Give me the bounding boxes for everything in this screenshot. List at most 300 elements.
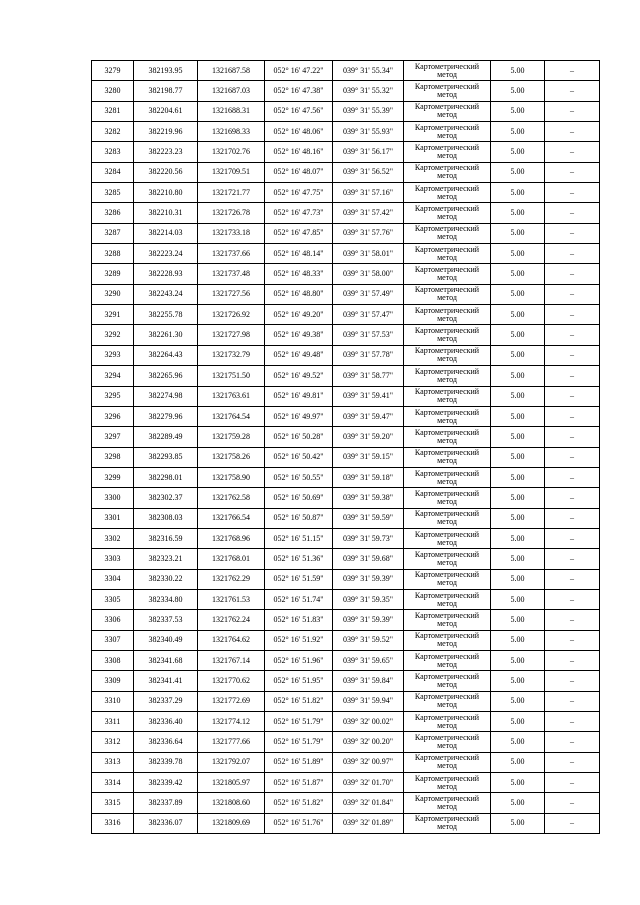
accuracy-cell: 5.00 — [491, 366, 545, 386]
note-cell: – — [545, 447, 600, 467]
longitude-cell: 039° 32' 00.97" — [333, 752, 404, 772]
coordinates-table — [91, 60, 600, 834]
method-cell: Картометрический метод — [404, 264, 491, 284]
point-number-cell: 3295 — [92, 386, 134, 406]
note-cell: – — [545, 691, 600, 711]
method-cell: Картометрический метод — [404, 81, 491, 101]
point-number-cell: 3281 — [92, 101, 134, 121]
accuracy-cell: 5.00 — [491, 223, 545, 243]
latitude-cell: 052° 16' 48.80" — [265, 284, 333, 304]
method-cell: Картометрический метод — [404, 610, 491, 630]
x-coordinate-cell: 382210.80 — [134, 183, 198, 203]
table-row — [92, 508, 600, 528]
x-coordinate-cell: 382214.03 — [134, 223, 198, 243]
note-cell: – — [545, 366, 600, 386]
accuracy-cell: 5.00 — [491, 752, 545, 772]
point-number-cell: 3282 — [92, 122, 134, 142]
point-number-cell: 3306 — [92, 610, 134, 630]
table-row — [92, 162, 600, 182]
point-number-cell: 3316 — [92, 813, 134, 833]
longitude-cell: 039° 31' 59.15" — [333, 447, 404, 467]
method-cell: Картометрический метод — [404, 366, 491, 386]
table-row — [92, 610, 600, 630]
method-cell: Картометрический метод — [404, 223, 491, 243]
longitude-cell: 039° 31' 59.20" — [333, 427, 404, 447]
method-cell: Картометрический метод — [404, 325, 491, 345]
y-coordinate-cell: 1321726.78 — [198, 203, 265, 223]
y-coordinate-cell: 1321727.56 — [198, 284, 265, 304]
latitude-cell: 052° 16' 51.87" — [265, 773, 333, 793]
x-coordinate-cell: 382339.42 — [134, 773, 198, 793]
method-cell: Картометрический метод — [404, 671, 491, 691]
note-cell: – — [545, 183, 600, 203]
latitude-cell: 052° 16' 49.52" — [265, 366, 333, 386]
latitude-cell: 052° 16' 48.33" — [265, 264, 333, 284]
latitude-cell: 052° 16' 51.96" — [265, 650, 333, 670]
table-row — [92, 528, 600, 548]
method-cell: Картометрический метод — [404, 650, 491, 670]
method-cell: Картометрический метод — [404, 813, 491, 833]
table-row — [92, 671, 600, 691]
point-number-cell: 3294 — [92, 366, 134, 386]
table-row — [92, 223, 600, 243]
y-coordinate-cell: 1321732.79 — [198, 345, 265, 365]
longitude-cell: 039° 31' 55.39" — [333, 101, 404, 121]
accuracy-cell: 5.00 — [491, 447, 545, 467]
x-coordinate-cell: 382336.64 — [134, 732, 198, 752]
x-coordinate-cell: 382219.96 — [134, 122, 198, 142]
accuracy-cell: 5.00 — [491, 101, 545, 121]
y-coordinate-cell: 1321766.54 — [198, 508, 265, 528]
note-cell: – — [545, 589, 600, 609]
note-cell: – — [545, 284, 600, 304]
longitude-cell: 039° 31' 59.18" — [333, 467, 404, 487]
y-coordinate-cell: 1321687.58 — [198, 61, 265, 81]
method-cell: Картометрический метод — [404, 569, 491, 589]
note-cell: – — [545, 61, 600, 81]
x-coordinate-cell: 382336.40 — [134, 712, 198, 732]
longitude-cell: 039° 32' 01.89" — [333, 813, 404, 833]
method-cell: Картометрический метод — [404, 752, 491, 772]
table-row — [92, 244, 600, 264]
accuracy-cell: 5.00 — [491, 406, 545, 426]
accuracy-cell: 5.00 — [491, 712, 545, 732]
method-cell: Картометрический метод — [404, 61, 491, 81]
longitude-cell: 039° 31' 59.52" — [333, 630, 404, 650]
latitude-cell: 052° 16' 47.22" — [265, 61, 333, 81]
latitude-cell: 052° 16' 50.87" — [265, 508, 333, 528]
table-row — [92, 650, 600, 670]
method-cell: Картометрический метод — [404, 691, 491, 711]
accuracy-cell: 5.00 — [491, 549, 545, 569]
x-coordinate-cell: 382330.22 — [134, 569, 198, 589]
longitude-cell: 039° 31' 59.39" — [333, 610, 404, 630]
latitude-cell: 052° 16' 48.07" — [265, 162, 333, 182]
x-coordinate-cell: 382308.03 — [134, 508, 198, 528]
longitude-cell: 039° 31' 59.38" — [333, 488, 404, 508]
note-cell: – — [545, 162, 600, 182]
y-coordinate-cell: 1321726.92 — [198, 305, 265, 325]
point-number-cell: 3287 — [92, 223, 134, 243]
accuracy-cell: 5.00 — [491, 630, 545, 650]
point-number-cell: 3284 — [92, 162, 134, 182]
table-row — [92, 732, 600, 752]
x-coordinate-cell: 382265.96 — [134, 366, 198, 386]
table-row — [92, 488, 600, 508]
accuracy-cell: 5.00 — [491, 671, 545, 691]
table-row — [92, 101, 600, 121]
latitude-cell: 052° 16' 51.76" — [265, 813, 333, 833]
latitude-cell: 052° 16' 48.06" — [265, 122, 333, 142]
point-number-cell: 3298 — [92, 447, 134, 467]
point-number-cell: 3313 — [92, 752, 134, 772]
y-coordinate-cell: 1321761.53 — [198, 589, 265, 609]
table-row — [92, 264, 600, 284]
latitude-cell: 052° 16' 50.69" — [265, 488, 333, 508]
note-cell: – — [545, 569, 600, 589]
method-cell: Картометрический метод — [404, 488, 491, 508]
x-coordinate-cell: 382255.78 — [134, 305, 198, 325]
x-coordinate-cell: 382302.37 — [134, 488, 198, 508]
note-cell: – — [545, 488, 600, 508]
table-row — [92, 569, 600, 589]
y-coordinate-cell: 1321688.31 — [198, 101, 265, 121]
method-cell: Картометрический метод — [404, 305, 491, 325]
point-number-cell: 3301 — [92, 508, 134, 528]
longitude-cell: 039° 31' 56.52" — [333, 162, 404, 182]
note-cell: – — [545, 264, 600, 284]
latitude-cell: 052° 16' 50.55" — [265, 467, 333, 487]
y-coordinate-cell: 1321762.29 — [198, 569, 265, 589]
table-row — [92, 345, 600, 365]
latitude-cell: 052° 16' 47.85" — [265, 223, 333, 243]
table-row — [92, 183, 600, 203]
method-cell: Картометрический метод — [404, 427, 491, 447]
latitude-cell: 052° 16' 49.38" — [265, 325, 333, 345]
point-number-cell: 3304 — [92, 569, 134, 589]
latitude-cell: 052° 16' 48.14" — [265, 244, 333, 264]
table-row — [92, 793, 600, 813]
method-cell: Картометрический метод — [404, 386, 491, 406]
longitude-cell: 039° 31' 57.42" — [333, 203, 404, 223]
point-number-cell: 3310 — [92, 691, 134, 711]
x-coordinate-cell: 382279.96 — [134, 406, 198, 426]
longitude-cell: 039° 31' 56.17" — [333, 142, 404, 162]
y-coordinate-cell: 1321758.26 — [198, 447, 265, 467]
y-coordinate-cell: 1321777.66 — [198, 732, 265, 752]
latitude-cell: 052° 16' 50.42" — [265, 447, 333, 467]
y-coordinate-cell: 1321762.58 — [198, 488, 265, 508]
y-coordinate-cell: 1321727.98 — [198, 325, 265, 345]
note-cell: – — [545, 142, 600, 162]
accuracy-cell: 5.00 — [491, 122, 545, 142]
x-coordinate-cell: 382228.93 — [134, 264, 198, 284]
y-coordinate-cell: 1321763.61 — [198, 386, 265, 406]
longitude-cell: 039° 31' 59.68" — [333, 549, 404, 569]
point-number-cell: 3297 — [92, 427, 134, 447]
y-coordinate-cell: 1321770.62 — [198, 671, 265, 691]
x-coordinate-cell: 382289.49 — [134, 427, 198, 447]
method-cell: Картометрический метод — [404, 732, 491, 752]
point-number-cell: 3299 — [92, 467, 134, 487]
method-cell: Картометрический метод — [404, 345, 491, 365]
x-coordinate-cell: 382336.07 — [134, 813, 198, 833]
note-cell: – — [545, 203, 600, 223]
y-coordinate-cell: 1321767.14 — [198, 650, 265, 670]
method-cell: Картометрический метод — [404, 284, 491, 304]
longitude-cell: 039° 31' 57.76" — [333, 223, 404, 243]
accuracy-cell: 5.00 — [491, 508, 545, 528]
method-cell: Картометрический метод — [404, 122, 491, 142]
longitude-cell: 039° 31' 58.00" — [333, 264, 404, 284]
x-coordinate-cell: 382198.77 — [134, 81, 198, 101]
x-coordinate-cell: 382293.85 — [134, 447, 198, 467]
latitude-cell: 052° 16' 49.97" — [265, 406, 333, 426]
point-number-cell: 3311 — [92, 712, 134, 732]
table-row — [92, 305, 600, 325]
note-cell: – — [545, 305, 600, 325]
method-cell: Картометрический метод — [404, 528, 491, 548]
point-number-cell: 3288 — [92, 244, 134, 264]
x-coordinate-cell: 382337.89 — [134, 793, 198, 813]
table-row — [92, 752, 600, 772]
method-cell: Картометрический метод — [404, 712, 491, 732]
x-coordinate-cell: 382274.98 — [134, 386, 198, 406]
longitude-cell: 039° 31' 55.93" — [333, 122, 404, 142]
longitude-cell: 039° 32' 01.70" — [333, 773, 404, 793]
note-cell: – — [545, 122, 600, 142]
note-cell: – — [545, 630, 600, 650]
latitude-cell: 052° 16' 51.15" — [265, 528, 333, 548]
method-cell: Картометрический метод — [404, 793, 491, 813]
table-row — [92, 142, 600, 162]
y-coordinate-cell: 1321737.48 — [198, 264, 265, 284]
x-coordinate-cell: 382337.29 — [134, 691, 198, 711]
x-coordinate-cell: 382243.24 — [134, 284, 198, 304]
note-cell: – — [545, 81, 600, 101]
point-number-cell: 3283 — [92, 142, 134, 162]
x-coordinate-cell: 382220.56 — [134, 162, 198, 182]
table-row — [92, 712, 600, 732]
point-number-cell: 3307 — [92, 630, 134, 650]
accuracy-cell: 5.00 — [491, 61, 545, 81]
coordinates-table-body — [92, 61, 600, 834]
method-cell: Картометрический метод — [404, 467, 491, 487]
x-coordinate-cell: 382298.01 — [134, 467, 198, 487]
accuracy-cell: 5.00 — [491, 732, 545, 752]
point-number-cell: 3293 — [92, 345, 134, 365]
note-cell: – — [545, 773, 600, 793]
note-cell: – — [545, 752, 600, 772]
latitude-cell: 052° 16' 48.16" — [265, 142, 333, 162]
longitude-cell: 039° 31' 59.47" — [333, 406, 404, 426]
accuracy-cell: 5.00 — [491, 81, 545, 101]
longitude-cell: 039° 31' 58.01" — [333, 244, 404, 264]
latitude-cell: 052° 16' 51.74" — [265, 589, 333, 609]
table-row — [92, 325, 600, 345]
accuracy-cell: 5.00 — [491, 264, 545, 284]
longitude-cell: 039° 31' 59.84" — [333, 671, 404, 691]
latitude-cell: 052° 16' 51.92" — [265, 630, 333, 650]
accuracy-cell: 5.00 — [491, 305, 545, 325]
longitude-cell: 039° 32' 01.84" — [333, 793, 404, 813]
point-number-cell: 3292 — [92, 325, 134, 345]
y-coordinate-cell: 1321774.12 — [198, 712, 265, 732]
point-number-cell: 3305 — [92, 589, 134, 609]
accuracy-cell: 5.00 — [491, 142, 545, 162]
y-coordinate-cell: 1321698.33 — [198, 122, 265, 142]
x-coordinate-cell: 382193.95 — [134, 61, 198, 81]
table-row — [92, 406, 600, 426]
latitude-cell: 052° 16' 47.38" — [265, 81, 333, 101]
note-cell: – — [545, 386, 600, 406]
point-number-cell: 3302 — [92, 528, 134, 548]
longitude-cell: 039° 31' 59.35" — [333, 589, 404, 609]
point-number-cell: 3315 — [92, 793, 134, 813]
x-coordinate-cell: 382339.78 — [134, 752, 198, 772]
y-coordinate-cell: 1321702.76 — [198, 142, 265, 162]
table-row — [92, 549, 600, 569]
point-number-cell: 3308 — [92, 650, 134, 670]
table-row — [92, 386, 600, 406]
longitude-cell: 039° 31' 59.65" — [333, 650, 404, 670]
longitude-cell: 039° 31' 59.59" — [333, 508, 404, 528]
y-coordinate-cell: 1321709.51 — [198, 162, 265, 182]
longitude-cell: 039° 32' 00.20" — [333, 732, 404, 752]
note-cell: – — [545, 650, 600, 670]
latitude-cell: 052° 16' 51.83" — [265, 610, 333, 630]
note-cell: – — [545, 549, 600, 569]
table-row — [92, 691, 600, 711]
point-number-cell: 3279 — [92, 61, 134, 81]
point-number-cell: 3312 — [92, 732, 134, 752]
latitude-cell: 052° 16' 51.82" — [265, 691, 333, 711]
x-coordinate-cell: 382223.24 — [134, 244, 198, 264]
latitude-cell: 052° 16' 51.36" — [265, 549, 333, 569]
latitude-cell: 052° 16' 51.82" — [265, 793, 333, 813]
note-cell: – — [545, 244, 600, 264]
latitude-cell: 052° 16' 51.79" — [265, 732, 333, 752]
y-coordinate-cell: 1321762.24 — [198, 610, 265, 630]
longitude-cell: 039° 31' 59.94" — [333, 691, 404, 711]
y-coordinate-cell: 1321809.69 — [198, 813, 265, 833]
y-coordinate-cell: 1321721.77 — [198, 183, 265, 203]
point-number-cell: 3300 — [92, 488, 134, 508]
table-row — [92, 630, 600, 650]
accuracy-cell: 5.00 — [491, 427, 545, 447]
table-row — [92, 813, 600, 833]
latitude-cell: 052° 16' 50.28" — [265, 427, 333, 447]
y-coordinate-cell: 1321805.97 — [198, 773, 265, 793]
accuracy-cell: 5.00 — [491, 691, 545, 711]
y-coordinate-cell: 1321808.60 — [198, 793, 265, 813]
longitude-cell: 039° 31' 59.41" — [333, 386, 404, 406]
point-number-cell: 3291 — [92, 305, 134, 325]
note-cell: – — [545, 427, 600, 447]
y-coordinate-cell: 1321751.50 — [198, 366, 265, 386]
point-number-cell: 3309 — [92, 671, 134, 691]
note-cell: – — [545, 671, 600, 691]
accuracy-cell: 5.00 — [491, 793, 545, 813]
note-cell: – — [545, 101, 600, 121]
accuracy-cell: 5.00 — [491, 610, 545, 630]
accuracy-cell: 5.00 — [491, 244, 545, 264]
accuracy-cell: 5.00 — [491, 183, 545, 203]
accuracy-cell: 5.00 — [491, 589, 545, 609]
y-coordinate-cell: 1321758.90 — [198, 467, 265, 487]
table-row — [92, 203, 600, 223]
latitude-cell: 052° 16' 47.56" — [265, 101, 333, 121]
method-cell: Картометрический метод — [404, 773, 491, 793]
note-cell: – — [545, 732, 600, 752]
point-number-cell: 3296 — [92, 406, 134, 426]
x-coordinate-cell: 382264.43 — [134, 345, 198, 365]
accuracy-cell: 5.00 — [491, 650, 545, 670]
x-coordinate-cell: 382341.41 — [134, 671, 198, 691]
accuracy-cell: 5.00 — [491, 467, 545, 487]
longitude-cell: 039° 31' 59.39" — [333, 569, 404, 589]
method-cell: Картометрический метод — [404, 142, 491, 162]
y-coordinate-cell: 1321764.62 — [198, 630, 265, 650]
y-coordinate-cell: 1321772.69 — [198, 691, 265, 711]
method-cell: Картометрический метод — [404, 244, 491, 264]
y-coordinate-cell: 1321792.07 — [198, 752, 265, 772]
longitude-cell: 039° 31' 55.32" — [333, 81, 404, 101]
accuracy-cell: 5.00 — [491, 528, 545, 548]
x-coordinate-cell: 382323.21 — [134, 549, 198, 569]
method-cell: Картометрический метод — [404, 203, 491, 223]
note-cell: – — [545, 508, 600, 528]
method-cell: Картометрический метод — [404, 549, 491, 569]
latitude-cell: 052° 16' 51.89" — [265, 752, 333, 772]
longitude-cell: 039° 31' 57.53" — [333, 325, 404, 345]
table-row — [92, 366, 600, 386]
longitude-cell: 039° 31' 57.47" — [333, 305, 404, 325]
latitude-cell: 052° 16' 51.79" — [265, 712, 333, 732]
table-row — [92, 447, 600, 467]
note-cell: – — [545, 793, 600, 813]
method-cell: Картометрический метод — [404, 508, 491, 528]
note-cell: – — [545, 345, 600, 365]
note-cell: – — [545, 406, 600, 426]
accuracy-cell: 5.00 — [491, 488, 545, 508]
x-coordinate-cell: 382316.59 — [134, 528, 198, 548]
x-coordinate-cell: 382223.23 — [134, 142, 198, 162]
point-number-cell: 3289 — [92, 264, 134, 284]
method-cell: Картометрический метод — [404, 101, 491, 121]
latitude-cell: 052° 16' 47.73" — [265, 203, 333, 223]
table-row — [92, 427, 600, 447]
table-row — [92, 61, 600, 81]
point-number-cell: 3285 — [92, 183, 134, 203]
y-coordinate-cell: 1321768.01 — [198, 549, 265, 569]
x-coordinate-cell: 382337.53 — [134, 610, 198, 630]
y-coordinate-cell: 1321733.18 — [198, 223, 265, 243]
method-cell: Картометрический метод — [404, 630, 491, 650]
accuracy-cell: 5.00 — [491, 345, 545, 365]
latitude-cell: 052° 16' 51.59" — [265, 569, 333, 589]
method-cell: Картометрический метод — [404, 183, 491, 203]
longitude-cell: 039° 31' 58.77" — [333, 366, 404, 386]
point-number-cell: 3290 — [92, 284, 134, 304]
method-cell: Картометрический метод — [404, 406, 491, 426]
x-coordinate-cell: 382334.80 — [134, 589, 198, 609]
method-cell: Картометрический метод — [404, 589, 491, 609]
note-cell: – — [545, 528, 600, 548]
y-coordinate-cell: 1321764.54 — [198, 406, 265, 426]
x-coordinate-cell: 382341.68 — [134, 650, 198, 670]
note-cell: – — [545, 467, 600, 487]
